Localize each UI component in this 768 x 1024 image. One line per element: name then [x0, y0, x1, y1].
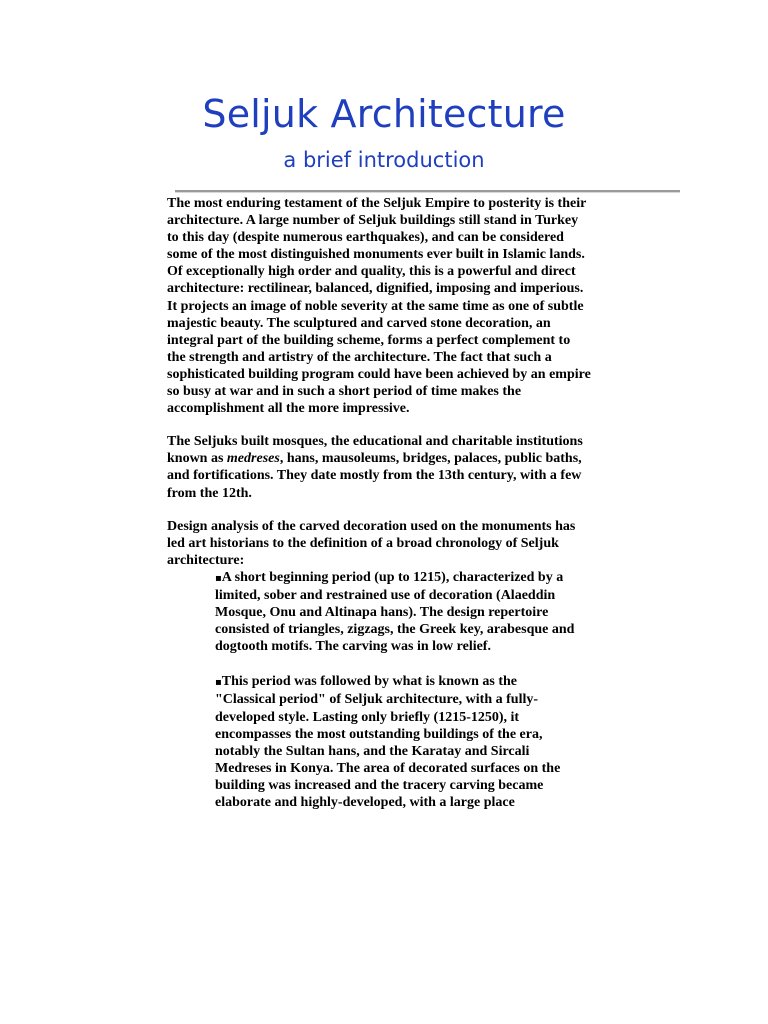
paragraph-chronology: Design analysis of the carved decoration used on the monuments has led art historians to the definition of a broad chronology of Seljuk architecture:	[167, 518, 576, 568]
paragraph-text: , hans, mausoleums, bridges, palaces, public baths, and fortifications. They date mostly from the 13th century, with a few from the 12th.	[167, 451, 582, 501]
list-item-text: A short beginning period (up to 1215), characterized by a limited, sober and restrained use of decoration (Alaeddin Mosque, Onu and Altinapa hans). The design repertoire consisted of triangles, zigzags, the Greek key, arabesque and dogtooth motifs. The carving was in low relief.	[215, 569, 575, 655]
paragraph-intro: The most enduring testament of the Seljuk Empire to posterity is their architecture. A large number of Seljuk buildings still stand in Turkey to this day (despite numerous earthquakes), and can be considered some of the most distinguished monuments ever built in Islamic lands. Of exceptionally high order and quality, this is a powerful and direct architecture: rectilinear, balanced, dignified, imposing and imperious. It projects an image of noble severity at the same time as one of subtle majestic beauty. The sculptured and carved stone decoration, an integral part of the building scheme, forms a perfect complement to the strength and artistry of the architecture. The fact that such a sophisticated building program could have been achieved by an empire so busy at war and in such a short period of time makes the accomplishment all the more impressive.	[167, 196, 591, 417]
list-item-text: This period was followed by what is known as the "Classical period" of Seljuk architecture, with a fully-developed style. Lasting only briefly (1215-1250), it encompasses the most outstanding buildings of the era, notably the Sultan hans, and the Karatay and Sircali Medreses in Konya. The area of decorated surfaces on the building was increased and the tracery carving became elaborate and highly-developed, with a large place	[215, 674, 561, 810]
document-title: Seljuk Architecture	[202, 92, 566, 136]
list-item	[215, 569, 575, 655]
paragraph-building-types	[167, 433, 592, 501]
list-item	[215, 673, 575, 811]
paragraph-text: The Seljuks built mosques, the educational and charitable institutions known as	[167, 434, 583, 467]
document-body	[167, 195, 592, 829]
italic-term: medreses	[226, 451, 280, 467]
bullet-marker: ▪	[215, 572, 222, 584]
title-divider	[175, 190, 680, 193]
bullet-marker: ▪	[215, 677, 222, 689]
document-subtitle: a brief introduction	[283, 148, 485, 172]
